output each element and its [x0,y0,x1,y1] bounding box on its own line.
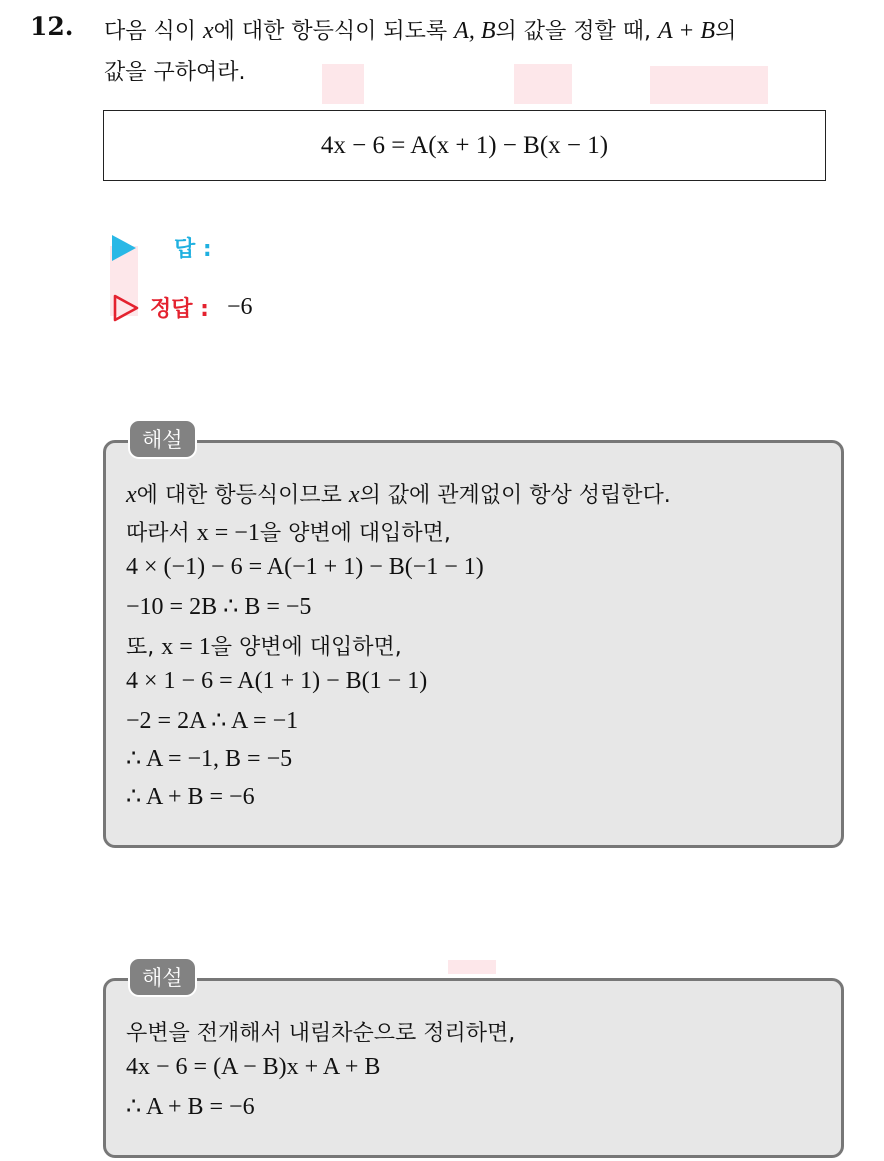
solution-text: 에 대한 항등식이므로 [136,483,349,508]
equation-box [103,110,826,181]
solution-line: −2 = 2A ∴ A = −1 [126,708,299,734]
equation: 4x − 6 = A(x + 1) − B(x − 1) [320,131,609,159]
solution-text: 을 양변에 대입하면, [210,635,402,660]
solution-text: 의 값에 관계없이 항상 성립한다. [359,483,671,508]
math-expression: x = 1 [161,634,211,660]
watermark-block [322,64,364,104]
solution-line: 4 × 1 − 6 = A(1 + 1) − B(1 − 1) [126,668,428,694]
question-text-part: 의 값을 정할 때, [495,19,658,44]
question-text-line2: 값을 구하여라. [104,60,246,85]
question-text-part: 에 대한 항등식이 되도록 [213,19,455,44]
solution-line: 4x − 6 = (A − B)x + A + B [126,1054,381,1080]
answer-label: 답 : [174,237,212,262]
variables-a-b: A, B [454,18,496,44]
watermark-block [650,66,768,104]
play-triangle-icon [112,235,136,261]
solution-line [126,516,451,547]
solution-text: 을 양변에 대입하면, [259,521,451,546]
question-text-part: 의 [715,19,737,44]
solution-text: 또, [126,635,162,660]
question-number: 12. [30,12,74,41]
solution-line: 4 × (−1) − 6 = A(−1 + 1) − B(−1 − 1) [126,554,484,580]
solution-line [126,478,671,509]
watermark-block [448,960,496,974]
question-text-line1 [104,14,736,45]
answer-row [112,232,212,263]
math-expression: x = −1 [196,520,260,546]
correct-answer-label: 정답 : [150,297,209,322]
variable-x: x [203,18,214,44]
question-text-part: 다음 식이 [104,19,203,44]
expression-a-plus-b: A + B [657,18,716,44]
solution-line [126,630,402,661]
solution-line: ∴ A = −1, B = −5 [126,746,293,772]
correct-answer-row [112,292,253,323]
variable-x: x [126,482,137,508]
variable-x: x [348,482,360,508]
solution-line: 우변을 전개해서 내림차순으로 정리하면, [126,1021,516,1046]
solution-line: −10 = 2B ∴ B = −5 [126,594,312,620]
solution-line: ∴ A + B = −6 [126,784,255,810]
solution-line: ∴ A + B = −6 [126,1094,255,1120]
correct-answer-value: −6 [226,294,253,320]
solution-text: 따라서 [126,521,197,546]
outline-triangle-icon [112,293,140,323]
solution-tag: 해설 [128,957,197,997]
solution-tag: 해설 [128,419,197,459]
watermark-block [514,64,572,104]
